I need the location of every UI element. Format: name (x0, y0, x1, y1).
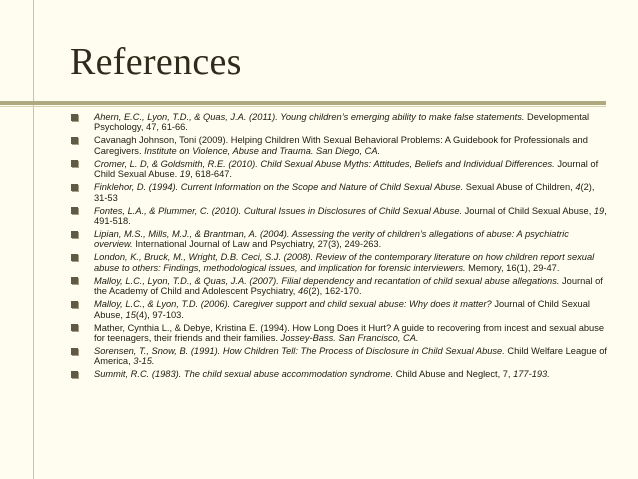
square-bullet-icon (71, 160, 78, 167)
square-bullet-icon (71, 231, 78, 238)
reference-text-segment: Jossey-Bass. San Francisco, CA. (280, 333, 419, 344)
square-bullet-icon (71, 254, 78, 261)
reference-item (68, 182, 608, 203)
reference-text-segment: 46 (297, 286, 309, 297)
reference-text-segment: Ahern, E.C., Lyon, T.D., & Quas, J.A. (2011). Young children’s emerging ability to make false statements. (94, 112, 525, 122)
square-bullet-icon (71, 114, 78, 121)
square-bullet-icon (71, 207, 78, 214)
reference-text-segment: 3-15. (133, 356, 155, 367)
title-divider-shadow (0, 106, 606, 107)
reference-text-segment: Lipian, M.S., Mills, M.J., & Brantman, A. (2004). Assessing the verity of children’s allegations of abuse: A psychiatric overview. (94, 229, 569, 250)
reference-text-segment: Sorensen, T., Snow, B. (1991). How Children Tell: The Process of Disclosure in Child Sexual Abuse. (94, 346, 505, 357)
title-divider (0, 101, 606, 105)
square-bullet-icon (71, 184, 78, 191)
square-bullet-icon (71, 137, 78, 144)
reference-text-segment: Journal of Child Sexual Abuse. (94, 158, 599, 180)
reference-text-segment: (2), 162-170. (308, 286, 362, 297)
left-margin-rule (33, 0, 34, 479)
square-bullet-icon (71, 301, 78, 308)
reference-text-segment: Developmental Psychology, 47, 61-66. (94, 112, 590, 133)
reference-text-segment: Institute on Violence, Abuse and Trauma. San Diego, CA. (144, 145, 381, 156)
reference-text-segment: 4 (575, 182, 581, 193)
reference-text-segment: Finklehor, D. (1994). Current Information on the Scope and Nature of Child Sexual Abuse. (94, 182, 464, 193)
square-bullet-icon (71, 348, 78, 355)
reference-text-segment: 15 (125, 309, 136, 320)
reference-text-segment: , 618-647. (190, 169, 233, 180)
reference-text-segment: 177-193. (513, 369, 550, 380)
reference-item (68, 346, 608, 367)
reference-text-segment: Journal of the Academy of Child and Adolescent Psychiatry, (94, 275, 603, 297)
reference-text-segment: Cavanagh Johnson, Toni (2009). Helping Children With Sexual Behavioral Problems: A Guidebook for Professionals and Caregivers. (94, 135, 588, 156)
slide-title: References (70, 41, 242, 83)
reference-item (68, 299, 608, 320)
reference-text-segment: Malloy, L.C., Lyon, T.D., & Quas, J.A. (2007). Filial dependency and recantation of child sexual abuse allegations. (94, 275, 560, 286)
reference-text-segment: International Journal of Law and Psychiatry, 27(3), 249-263. (132, 239, 382, 250)
reference-text-segment: Journal of Child Sexual Abuse, (462, 205, 594, 216)
reference-text-segment: Fontes, L.A., & Plummer, C. (2010). Cultural Issues in Disclosures of Child Sexual Abuse. (94, 205, 463, 216)
reference-text-segment: Child Welfare League of America, (94, 346, 607, 367)
reference-text-segment: Sexual Abuse of Children, (463, 182, 576, 193)
reference-text-segment: Journal of Child Sexual Abuse, (94, 299, 590, 320)
square-bullet-icon (71, 371, 78, 378)
reference-text-segment: Summit, R.C. (1983). The child sexual abuse accommodation syndrome. (94, 369, 394, 380)
reference-item (68, 276, 608, 297)
square-bullet-icon (71, 324, 78, 331)
reference-text-segment: (2), 31-53 (94, 182, 595, 203)
reference-text-segment: Child Abuse and Neglect, 7, (393, 369, 514, 380)
reference-text-segment: Cromer, L. D, & Goldsmith, R.E. (2010). Child Sexual Abuse Myths: Attitudes, Beliefs and Individual Differences. (94, 158, 555, 169)
reference-item (68, 229, 608, 250)
reference-item (68, 206, 608, 227)
reference-text-segment: 19 (179, 169, 191, 180)
reference-text-segment: Memory, 16(1), 29-47. (465, 262, 560, 273)
square-bullet-icon (71, 277, 78, 284)
reference-text-segment: London, K., Bruck, M., Wright, D.B. Ceci, S.J. (2008). Review of the contemporary literature on how children report sexual abuse to others: Findings, methodological issues, and implication for forensic interviewers. (94, 252, 595, 273)
reference-item (68, 135, 608, 156)
reference-item (68, 323, 608, 344)
reference-item (68, 112, 608, 133)
reference-item (68, 252, 608, 273)
reference-text-segment: Mather, Cynthia L., & Debye, Kristina E. (1994). How Long Does it Hurt? A guide to recovering from incest and sexual abuse for teenagers, their friends and their families. (94, 322, 605, 344)
reference-list (68, 112, 608, 382)
reference-item (68, 369, 608, 379)
reference-text-segment: 19 (593, 205, 605, 216)
reference-text-segment: (4), 97-103. (135, 309, 184, 320)
reference-text-segment: , 491-518. (94, 205, 607, 227)
reference-item (68, 159, 608, 180)
reference-text-segment: Malloy, L.C., & Lyon, T.D. (2006). Caregiver support and child sexual abuse: Why does it matter? (94, 299, 492, 310)
